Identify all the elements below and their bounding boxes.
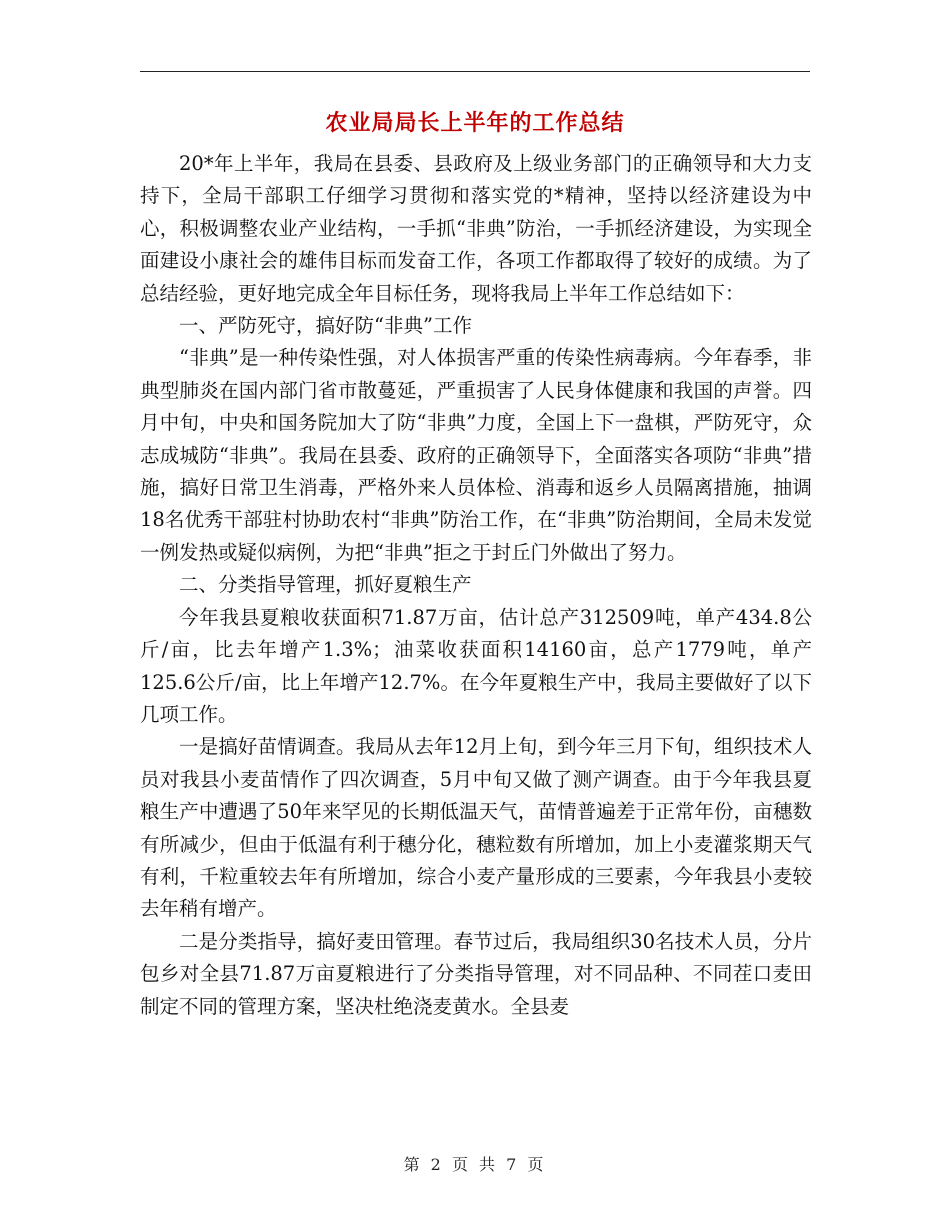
paragraph-harvest: 今年我县夏粮收获面积71.87万亩，估计总产312509吨，单产434.8公斤/亩，比去年增产1.3%；油菜收获面积14160亩，总产1779吨，单产125.6公斤/亩，比上年增产12.7%。在今年夏粮生产中，我局主要做好了以下几项工作。 bbox=[140, 605, 812, 726]
page-footer: 第 2 页 共 7 页 bbox=[403, 1155, 547, 1174]
section-heading-1: 一、严防死守，搞好防“非典”工作 bbox=[179, 314, 472, 338]
header-rule bbox=[140, 71, 810, 72]
document-body bbox=[140, 148, 812, 1023]
paragraph-sars: “非典”是一种传染性强，对人体损害严重的传染性病毒病。今年春季，非典型肺炎在国内部门省市散蔓延，严重损害了人民身体健康和我国的声誉。四月中旬，中央和国务院加大了防“非典”力度，全国上下一盘棋，严防死守，众志成城防“非典”。我局在县委、政府的正确领导下，全面落实各项防“非典”措施，搞好日常卫生消毒，严格外来人员体检、消毒和返乡人员隔离措施，抽调18名优秀干部驻村协助农村“非典”防治工作，在“非典”防治期间，全局未发觉一例发热或疑似病例，为把“非典”拒之于封丘门外做出了努力。 bbox=[140, 346, 812, 564]
paragraph-intro: 20*年上半年，我局在县委、县政府及上级业务部门的正确领导和大力支持下，全局干部职工仔细学习贯彻和落实党的*精神，坚持以经济建设为中心，积极调整农业产业结构，一手抓“非典”防治，一手抓经济建设，为实现全面建设小康社会的雄伟目标而发奋工作，各项工作都取得了较好的成绩。为了总结经验，更好地完成全年目标任务，现将我局上半年工作总结如下： bbox=[140, 152, 812, 305]
paragraph-survey: 一是搞好苗情调查。我局从去年12月上旬，到今年三月下旬，组织技术人员对我县小麦苗情作了四次调查，5月中旬又做了测产调查。由于今年我县夏粮生产中遭遇了50年来罕见的长期低温天气，苗情普遍差于正常年份，亩穗数有所减少，但由于低温有利于穗分化，穗粒数有所增加，加上小麦灌浆期天气有利，千粒重较去年有所增加，综合小麦产量形成的三要素，今年我县小麦较去年稍有增产。 bbox=[140, 735, 812, 921]
document-title: 农业局局长上半年的工作总结 bbox=[325, 111, 625, 136]
paragraph-guidance: 二是分类指导，搞好麦田管理。春节过后，我局组织30名技术人员，分片包乡对全县71.87万亩夏粮进行了分类指导管理，对不同品种、不同茬口麦田制定不同的管理方案，坚决杜绝浇麦黄水。全县麦 bbox=[140, 929, 812, 1018]
section-heading-2: 二、分类指导管理，抓好夏粮生产 bbox=[179, 573, 472, 597]
